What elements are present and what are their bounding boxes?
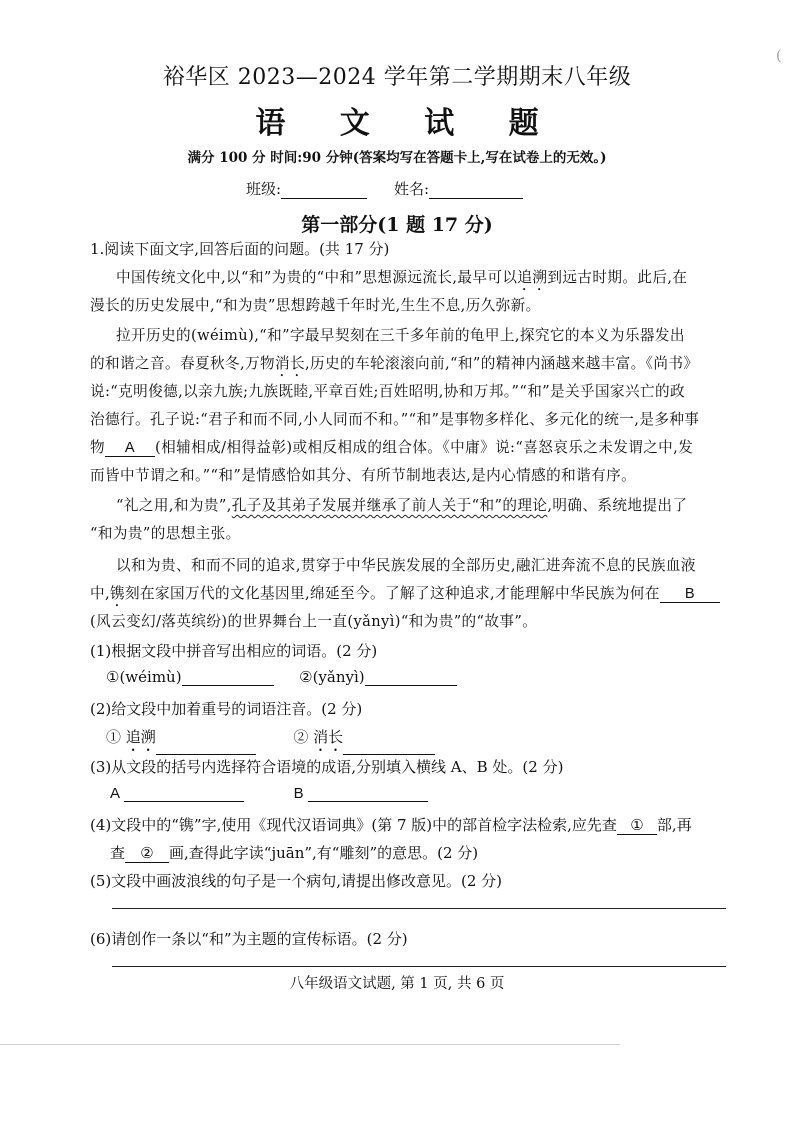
corner-mark: ( [776,48,782,64]
question-1-head: 1.阅读下面文字,回答后面的问题。(共 17 分) [90,240,390,258]
name-label: 姓名: [394,180,430,198]
answer-blank-xiaozhang[interactable] [343,738,435,755]
answer-blank-weimu[interactable] [182,669,274,686]
class-blank [281,182,367,199]
emphasis-word-zhuisu: 追溯 [517,269,548,286]
answer-line-q5[interactable] [112,908,726,909]
part-one-title: 第一部分(1 题 17 分) [301,214,493,236]
subq-3-answers: A B [110,784,428,802]
subq-2-answers: ① 追溯 ② 消长 [106,726,435,755]
subq-3-stem: (3)从文段的括号内选择符合语境的成语,分别填入横线 A、B 处。(2 分) [90,758,564,776]
answer-blank-radical[interactable]: ① [617,816,657,835]
name-blank [429,182,523,199]
passage-p2-line4: 治德行。孔子说:“君子和而不同,小人同而不和。”“和”是事物多样化、多元化的统一,是多种事 [90,411,700,428]
name-field [394,178,523,199]
passage-p1-line1: 中国传统文化中,以“和”为贵的“中和”思想源远流长,最早可以追溯到远古时期。此后,在 [116,269,688,286]
answer-blank-b[interactable] [308,785,428,802]
passage-p2-line6: 而皆中节谓之和。”“和”是情感恰如其分、有所节制地表达,是内心情感的和谐有序。 [90,467,637,484]
passage-p3-line2: “和为贵”的思想主张。 [90,525,241,542]
passage-p3-line1: “礼之用,和为贵”,孔子及其弟子发展并继承了前人关于“和”的理论,明确、系统地提出了 [116,497,688,514]
answer-blank-yanyi[interactable] [365,669,457,686]
scan-edge-line [0,1044,620,1045]
subq-4-line2: 查 ② 画,查得此字读“juān”,有“雕刻”的意思。(2 分) [110,844,479,862]
class-label: 班级: [246,180,282,198]
passage-p4-line2: 中,镌刻在家国万代的文化基因里,绵延至今。了解了这种追求,才能理解中华民族为何在 B [90,582,720,610]
subject-title: 语 文 试 题 [255,106,561,141]
exam-info: 满分 100 分 时间:90 分钟(答案均写在答题卡上,写在试卷上的无效。) [187,150,607,166]
answer-blank-a[interactable] [124,785,244,802]
subq-1-answers: ①(wéimù) ②(yǎnyì) [106,668,457,686]
emphasis-word-xiaozhang: 消长 [274,355,305,372]
subq-2-stem: (2)给文段中加着重号的词语注音。(2 分) [90,700,363,718]
subq-1-stem: (1)根据文段中拼音写出相应的词语。(2 分) [90,642,378,660]
passage-p1-line2: 漫长的历史发展中,“和为贵”思想跨越千年时光,生生不息,历久弥新。 [90,297,541,314]
blank-a: A [105,440,155,457]
passage-p2-line2: 的和谐之音。春夏秋冬,万物消长,历史的车轮滚滚向前,“和”的精神内涵越来越丰富。《尚书》 [90,355,699,372]
subq-5-stem: (5)文段中画波浪线的句子是一个病句,请提出修改意见。(2 分) [90,872,503,890]
exam-header-title: 裕华区 2023—2024 学年第二学期期末八年级 [162,65,632,90]
subq-4-line1: (4)文段中的“镌”字,使用《现代汉语词典》(第 7 版)中的部首检字法检索,应先查 ① 部,再 [90,816,692,834]
answer-blank-strokes[interactable]: ② [125,844,169,863]
blank-b: B [660,586,720,603]
wavy-underlined-sentence: 孔子及其弟子发展并继承了前人关于“和”的理论 [231,497,548,514]
passage-p2-line1: 拉开历史的(wéimù),“和”字最早契刻在三千多年前的龟甲上,探究它的本义为乐器发出 [116,327,685,344]
answer-blank-zhuisu[interactable] [156,738,256,755]
page-footer: 八年级语文试题, 第 1 页, 共 6 页 [289,976,505,992]
class-field [246,178,367,199]
answer-line-q6[interactable] [112,966,726,967]
passage-p4-line1: 以和为贵、和而不同的追求,贯穿于中华民族发展的全部历史,融汇进奔流不息的民族血液 [116,557,696,574]
passage-p4-line3: (风云变幻/落英缤纷)的世界舞台上一直(yǎnyì)“和为贵”的“故事”。 [90,613,538,630]
subq-6-stem: (6)请创作一条以“和”为主题的宣传标语。(2 分) [90,930,408,948]
passage-p2-line3: 说:“克明俊德,以亲九族;九族既睦,平章百姓;百姓昭明,协和万邦。”“和”是关乎国家兴亡的政 [90,383,685,400]
passage-p2-line5: 物 A (相辅相成/相得益彰)或相反相成的组合体。《中庸》说:“喜怒哀乐之未发谓之中,发 [90,439,694,456]
emphasis-char-juan: 镌 [110,585,126,602]
